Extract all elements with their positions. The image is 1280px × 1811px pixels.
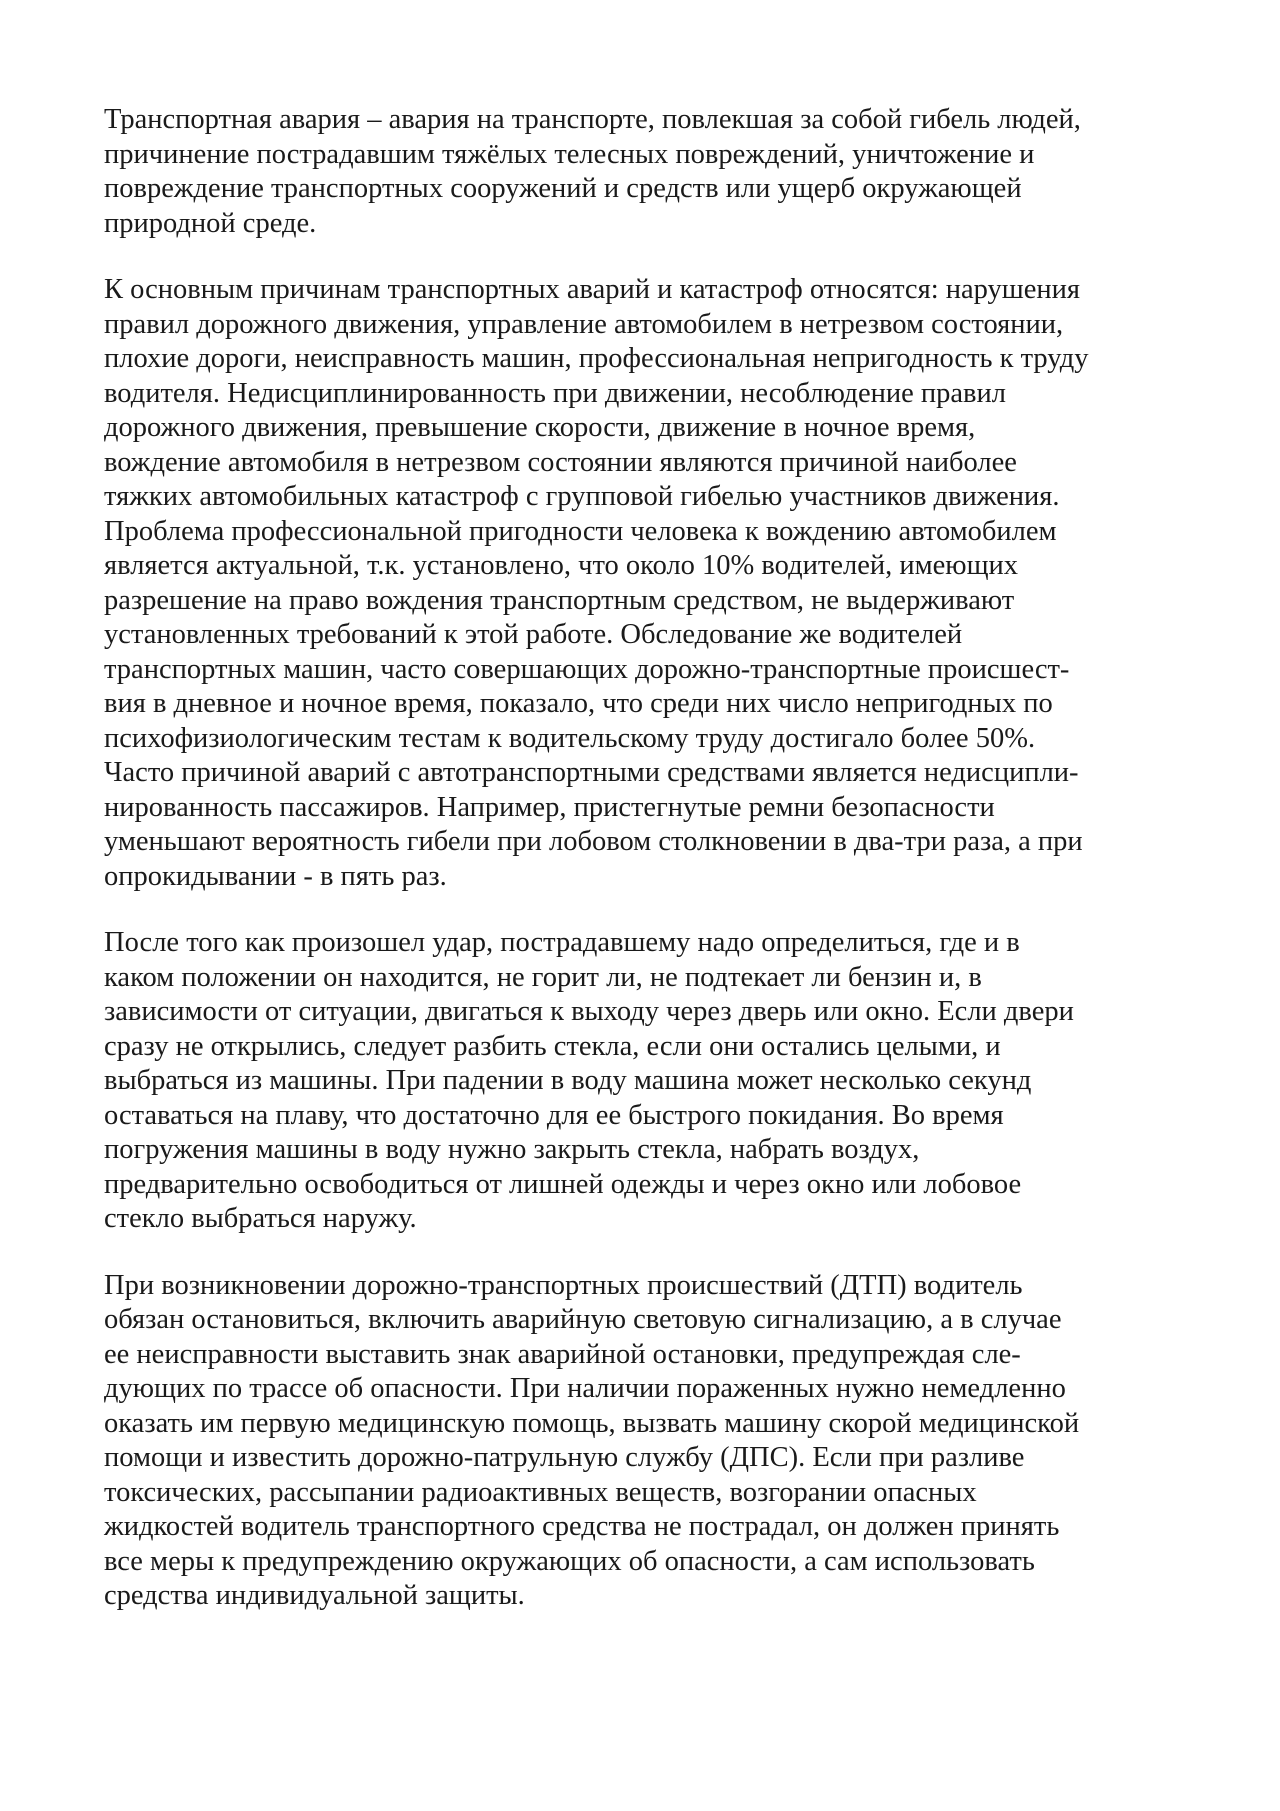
paragraph-after-impact (104, 926, 1180, 1237)
text-line: причинение пострадавшим тяжёлых телесных повреждений, уничтожение и (104, 138, 1035, 170)
text-line: дорожного движения, превышение скорости, движение в ночное время, (104, 412, 976, 443)
text-line: оказать им первую медицинскую помощь, вызвать машину скорой медицинской (104, 1407, 1080, 1439)
text-line: вождение автомобиля в нетрезвом состоянии являются причиной наиболее (104, 446, 1017, 478)
text-line: разрешение на право вождения транспортным средством, не выдерживают (104, 584, 1015, 616)
text-line: природной среде. (104, 207, 317, 239)
text-line: Часто причиной аварий с автотранспортными средствами является недисципли- (104, 757, 1079, 788)
text-line: повреждение транспортных сооружений и средств или ущерб окружающей (104, 173, 1022, 204)
text-line: средства индивидуальной защиты. (104, 1580, 525, 1611)
text-line: зависимости от ситуации, двигаться к выходу через дверь или окно. Если двери (104, 996, 1074, 1027)
text-line: После того как произошел удар, пострадавшему надо определиться, где и в (104, 927, 1020, 958)
text-line: К основным причинам транспортных аварий и катастроф относятся: нарушения (104, 274, 1080, 305)
paragraph-driver-duties (104, 1269, 1180, 1614)
text-line: психофизиологическим тестам к водительскому труду достигало более 50%. (104, 722, 1036, 754)
text-line: Проблема профессиональной пригодности человека к вождению автомобилем (104, 515, 1057, 547)
text-line: погружения машины в воду нужно закрыть стекла, набрать воздух, (104, 1134, 920, 1165)
text-line: жидкостей водитель транспортного средства не пострадал, он должен принять (104, 1511, 1060, 1542)
text-line: является актуальной, т.к. установлено, что около 10% водителей, имеющих (104, 550, 1019, 581)
text-line: плохие дороги, неисправность машин, профессиональная непригодность к труду (104, 343, 1089, 374)
text-line: обязан остановиться, включить аварийную световую сигнализацию, а в случае (104, 1304, 1062, 1335)
text-line: выбраться из машины. При падении в воду машина может несколько секунд (104, 1065, 1032, 1096)
text-line: вия в дневное и ночное время, показало, что среди них число непригодных по (104, 688, 1053, 719)
text-line: тяжких автомобильных катастроф с групповой гибелью участников движения. (104, 481, 1060, 512)
document-body (104, 103, 1180, 1646)
text-line: Транспортная авария – авария на транспорте, повлекшая за собой гибель людей, (104, 104, 1081, 135)
text-line: оставаться на плаву, что достаточно для ее быстрого покидания. Во время (104, 1099, 1004, 1131)
text-line: установленных требований к этой работе. Обследование же водителей (104, 619, 963, 650)
text-line: токсических, рассыпании радиоактивных веществ, возгорании опасных (104, 1476, 977, 1508)
text-line: помощи и известить дорожно-патрульную службу (ДПС). Если при разливе (104, 1442, 1025, 1473)
text-line: опрокидывании - в пять раз. (104, 860, 447, 892)
paragraph-causes (104, 273, 1180, 894)
text-line: предварительно освободиться от лишней одежды и через окно или лобовое (104, 1168, 1022, 1200)
text-line: При возникновении дорожно-транспортных происшествий (ДТП) водитель (104, 1269, 1023, 1301)
text-line: сразу не открылись, следует разбить стекла, если они остались целыми, и (104, 1030, 1001, 1062)
text-line: дующих по трассе об опасности. При наличии пораженных нужно немедленно (104, 1373, 1066, 1404)
text-line: водителя. Недисциплинированность при движении, несоблюдение правил (104, 377, 1006, 409)
paragraph-definition (104, 103, 1180, 241)
text-line: нированность пассажиров. Например, пристегнутые ремни безопасности (104, 791, 995, 823)
text-line: стекло выбраться наружу. (104, 1203, 417, 1234)
text-line: правил дорожного движения, управление автомобилем в нетрезвом состоянии, (104, 308, 1064, 340)
text-line: все меры к предупреждению окружающих об опасности, а сам использовать (104, 1545, 1035, 1577)
text-line: транспортных машин, часто совершающих дорожно-транспортные происшест- (104, 653, 1070, 685)
text-line: уменьшают вероятность гибели при лобовом столкновении в два-три раза, а при (104, 826, 1083, 857)
text-line: каком положении он находится, не горит ли, не подтекает ли бензин и, в (104, 961, 982, 993)
text-line: ее неисправности выставить знак аварийной остановки, предупреждая сле- (104, 1338, 1021, 1370)
